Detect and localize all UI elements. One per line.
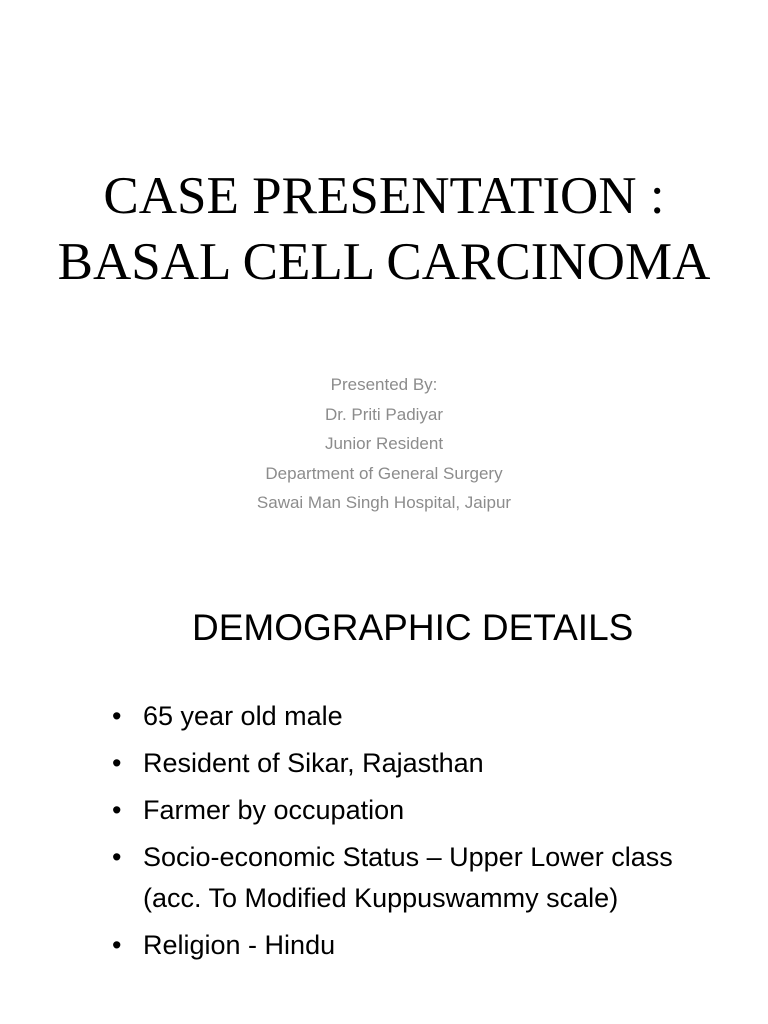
- bullet-text: 65 year old male: [143, 701, 343, 731]
- bullet-item: [112, 790, 712, 831]
- bullet-icon: •: [112, 930, 122, 960]
- presented-by-label: Presented By:: [330, 375, 438, 394]
- bullet-text: Religion - Hindu: [143, 930, 336, 960]
- slide-title-line-2: BASAL CELL CARCINOMA: [57, 233, 711, 291]
- bullet-icon: •: [112, 795, 122, 825]
- slide-heading: DEMOGRAPHIC DETAILS: [192, 607, 634, 648]
- bullet-item: [112, 743, 712, 784]
- presenter-info: [0, 370, 768, 518]
- presenter-role: Junior Resident: [324, 434, 444, 453]
- slide-title-line-1: CASE PRESENTATION :: [103, 167, 665, 225]
- bullet-text: Farmer by occupation: [143, 795, 405, 825]
- presenter-department: Department of General Surgery: [265, 463, 503, 483]
- bullet-list: [112, 696, 712, 972]
- bullet-icon: •: [112, 842, 122, 872]
- bullet-text: Resident of Sikar, Rajasthan: [143, 748, 484, 778]
- presenter-hospital: Sawai Man Singh Hospital, Jaipur: [256, 493, 512, 512]
- bullet-item: [112, 925, 712, 966]
- bullet-item: [112, 696, 712, 737]
- bullet-text: Socio-economic Status – Upper Lower class (acc. To Modified Kuppuswammy scale): [143, 842, 673, 913]
- slide-title: [0, 163, 768, 295]
- demographics-slide: [0, 575, 768, 1024]
- bullet-icon: •: [112, 748, 122, 778]
- bullet-item: [112, 837, 712, 919]
- bullet-icon: •: [112, 701, 122, 731]
- presenter-name: Dr. Priti Padiyar: [324, 404, 444, 424]
